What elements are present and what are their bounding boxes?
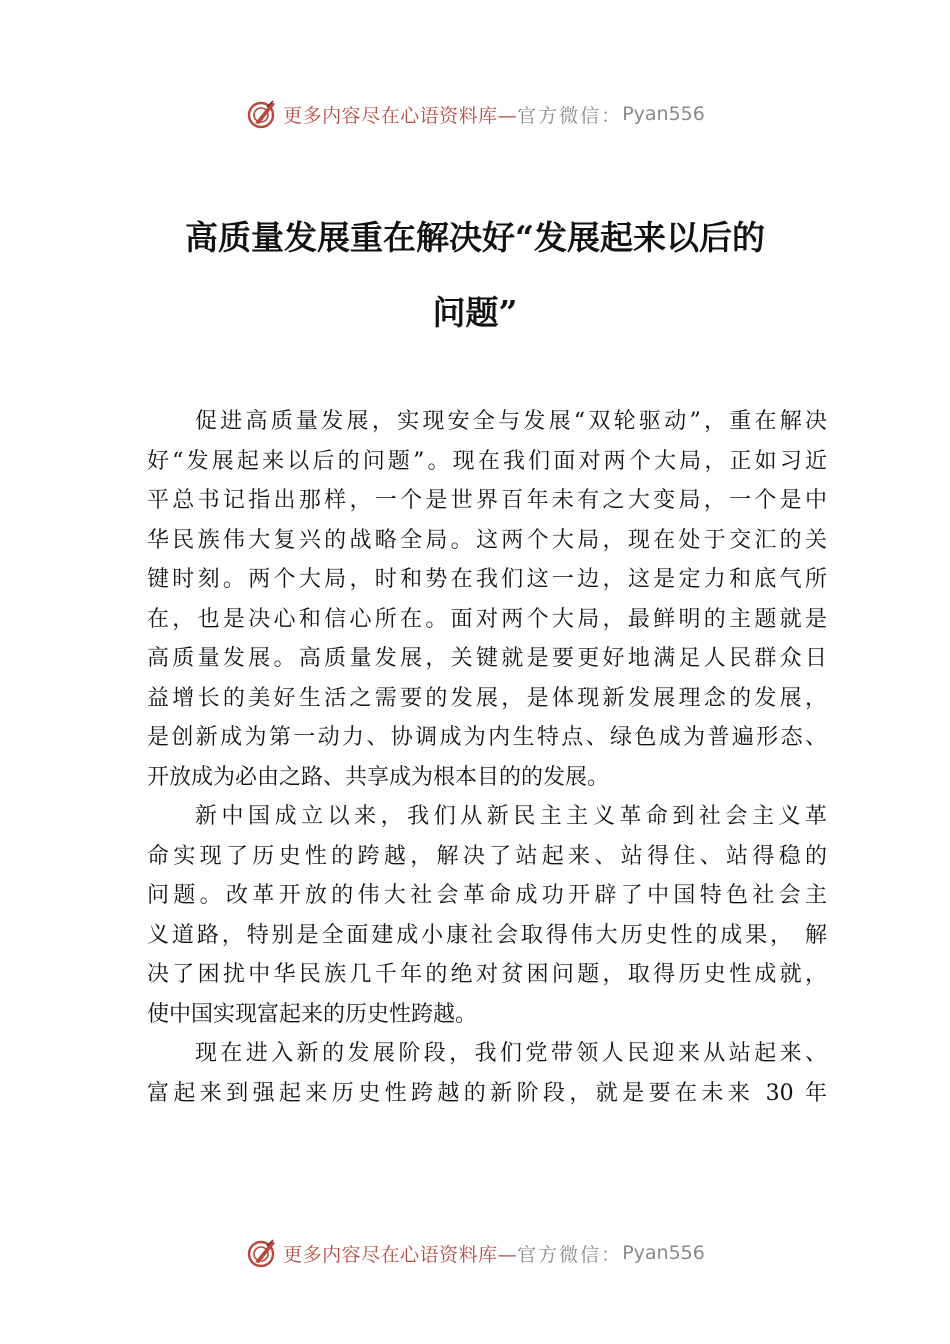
footer-watermark — [0, 1233, 950, 1273]
text-line: 现在进入新的发展阶段，我们党带领人民迎来从站起来、 — [195, 1041, 827, 1066]
text-line: 促进高质量发展，实现安全与发展“双轮驱动”，重在解决 — [195, 409, 827, 434]
text-line: 富起来到强起来历史性跨越的新阶段，就是要在未来 30 年 — [147, 1080, 827, 1106]
text-line: 是创新成为第一动力、协调成为内生特点、绿色成为普遍形态、 — [147, 725, 827, 750]
text-line: 义道路，特别是全面建成小康社会取得伟大历史性的成果， 解 — [147, 922, 827, 948]
text-line: 新中国成立以来，我们从新民主主义革命到社会主义革 — [195, 804, 827, 829]
text-line: 好“发展起来以后的问题”。现在我们面对两个大局，正如习近 — [147, 448, 827, 474]
text-line: 益增长的美好生活之需要的发展，是体现新发展理念的发展， — [147, 685, 827, 711]
watermark-wechat-label: 官方微信： — [517, 104, 623, 127]
watermark-text: 更多内容尽在心语资料库— — [283, 1243, 518, 1266]
watermark-wechat-label: 官方微信： — [517, 1243, 623, 1266]
text-line: 使中国实现富起来的历史性跨越。 — [147, 1001, 478, 1027]
text-line: 华民族伟大复兴的战略全局。这两个大局，现在处于交汇的关 — [147, 527, 827, 553]
paragraph-2 — [147, 797, 827, 1034]
watermark-wechat-id: Pyan556 — [622, 1242, 705, 1264]
text-line: 高质量发展。高质量发展，关键就是要更好地满足人民群众日 — [147, 646, 827, 671]
text-line: 平总书记指出那样，一个是世界百年未有之大变局，一个是中 — [147, 488, 827, 513]
watermark-text: 更多内容尽在心语资料库— — [283, 104, 518, 127]
document-body — [147, 402, 827, 1113]
text-line: 开放成为必由之路、共享成为根本目的的发展。 — [147, 764, 610, 790]
paragraph-3 — [147, 1034, 827, 1113]
document-title-line-1: 高质量发展重在解决好“发展起来以后的 — [185, 218, 765, 257]
text-line: 问题。改革开放的伟大社会革命成功开辟了中国特色社会主 — [147, 883, 827, 908]
text-line: 命实现了历史性的跨越，解决了站起来、站得住、站得稳的 — [147, 843, 827, 869]
text-line: 键时刻。两个大局，时和势在我们这一边，这是定力和底气所 — [147, 567, 827, 592]
watermark-wechat-id: Pyan556 — [622, 103, 705, 125]
text-line: 在，也是决心和信心所在。面对两个大局，最鲜明的主题就是 — [147, 606, 827, 632]
text-line: 决了困扰中华民族几千年的绝对贫困问题，取得历史性成就， — [147, 962, 827, 987]
header-watermark — [0, 94, 950, 134]
quill-seal-icon — [245, 97, 279, 131]
paragraph-1 — [147, 402, 827, 797]
quill-seal-icon — [245, 1236, 279, 1270]
document-title-line-2: 问题” — [432, 293, 518, 332]
